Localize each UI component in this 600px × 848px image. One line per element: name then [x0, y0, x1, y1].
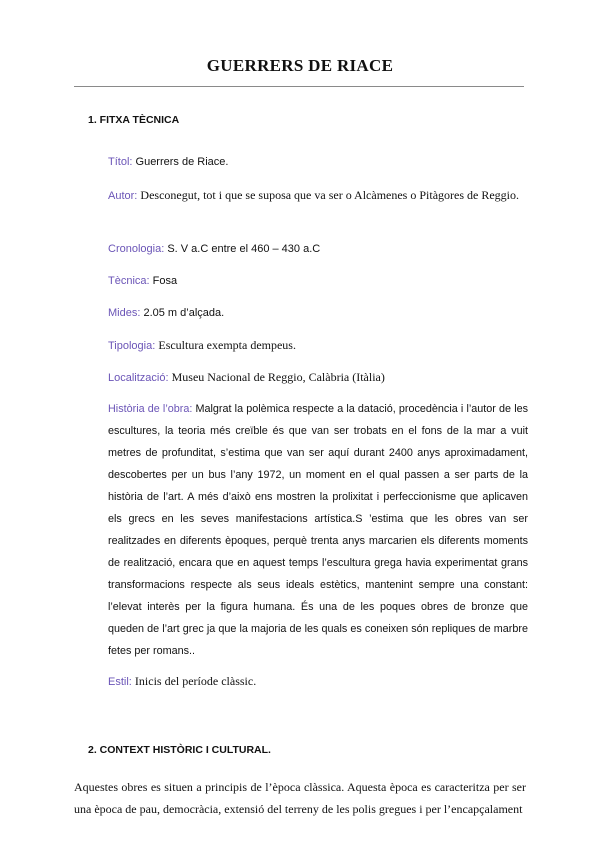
field-label-cronologia: Cronologia:	[108, 243, 165, 255]
field-value-estil: Inicis del període clàssic.	[134, 674, 257, 688]
field-value-historia: Malgrat la polèmica respecte a la datació, procedència i l’autor de les escultures, la teoria més creïble és que van ser trobats en el fons de la mar a vuit metres de profunditat, s’estima que van ser aquí durant 2400 anys aproximadament, descobertes per un bus l’any 1972, un moment en el qual passen a ser parts de la història de l’art. A més d’això ens mostren la prolixitat i perfeccionisme que aplicaven els grecs en les seves manifestacions artística.S ’estima que les obres van ser realitzades en diferents èpoques, perquè trenta anys marcarien els diferents moments de realització, encara que en aquest temps l’escultura grega havia experimentat grans transformacions respecte als seus ideals estètics, mantenint sempre una constant: l’elevat interès per la figura humana. És una de les poques obres de bronze que queden de l’art grec ja que la majoria de les quals es coneixen són repliques de marbre fetes per romans..	[108, 403, 529, 657]
field-value-tecnica: Fosa	[152, 275, 178, 287]
field-value-titol: Guerrers de Riace.	[135, 156, 229, 168]
field-cronologia	[108, 238, 528, 260]
field-tipologia	[108, 334, 528, 357]
field-label-mides: Mides:	[108, 307, 141, 319]
field-value-localitzacio: Museu Nacional de Reggio, Calàbria (Itàlia)	[171, 370, 385, 384]
field-label-tecnica: Tècnica:	[108, 275, 150, 287]
document-title: GUERRERS DE RIACE	[206, 56, 394, 75]
field-label-historia: Història de l’obra:	[108, 403, 193, 415]
field-tecnica	[108, 270, 528, 292]
section-heading-fitxa-tecnica: 1. FITXA TÈCNICA	[88, 114, 180, 126]
field-label-tipologia: Tipologia:	[108, 340, 156, 352]
section-heading-context: 2. CONTEXT HISTÒRIC I CULTURAL.	[88, 744, 271, 756]
field-label-autor: Autor:	[108, 190, 138, 202]
field-value-mides: 2.05 m d’alçada.	[143, 307, 225, 319]
field-value-cronologia: S. V a.C entre el 460 – 430 a.C	[167, 243, 321, 255]
field-label-estil: Estil:	[108, 676, 132, 688]
field-label-titol: Títol:	[108, 156, 133, 168]
title-divider	[74, 86, 524, 87]
field-label-localitzacio: Localització:	[108, 372, 169, 384]
field-titol	[108, 151, 528, 173]
field-historia	[108, 398, 528, 662]
field-mides	[108, 302, 528, 324]
field-autor	[108, 184, 528, 207]
field-estil	[108, 670, 528, 693]
field-value-autor: Desconegut, tot i que se suposa que va ser o Alcàmenes o Pitàgores de Reggio.	[140, 188, 520, 202]
field-value-tipologia: Escultura exempta dempeus.	[158, 338, 296, 352]
field-localitzacio	[108, 366, 528, 389]
context-paragraph: Aquestes obres es situen a principis de l’època clàssica. Aquesta època es caracteritza per ser una època de pau, democràcia, extensió del terreny de les polis gregues i per l’encapçalament	[74, 780, 526, 816]
